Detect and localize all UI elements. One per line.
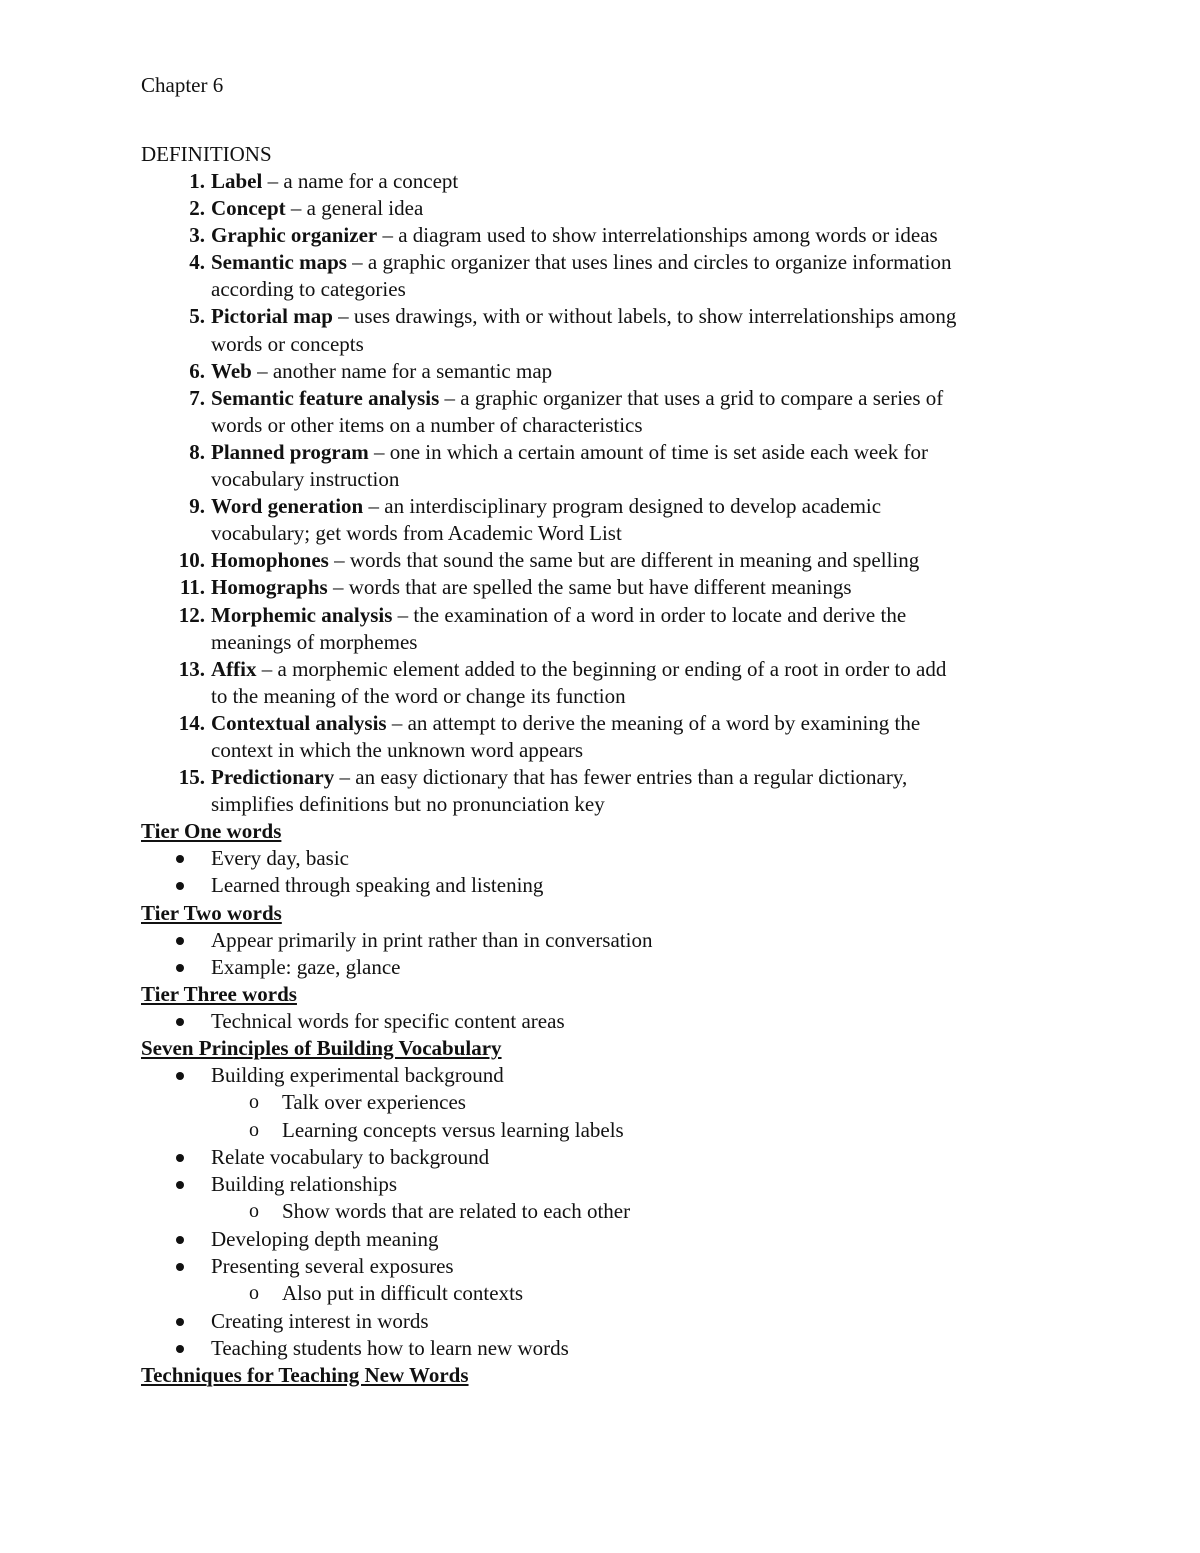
definition-line [211, 276, 1101, 303]
definition-item [141, 249, 1101, 303]
definition-term: Concept [211, 196, 286, 221]
sub-bullet-circle-icon: o [249, 1282, 259, 1305]
definition-text: vocabulary instruction [211, 467, 400, 492]
definition-number: 5. [189, 304, 205, 329]
definition-number: 6. [189, 358, 205, 383]
bullet-text: Building relationships [211, 1172, 398, 1197]
bullet-item [141, 1253, 1101, 1308]
definition-separator: – [328, 548, 350, 573]
chapter-title: Chapter 6 [141, 73, 224, 97]
bullet-dot-icon [176, 1345, 184, 1353]
definition-line [211, 331, 1101, 358]
definition-number: 3. [189, 223, 205, 248]
bullet-item [141, 1144, 1101, 1171]
definition-item [141, 547, 1101, 574]
definition-line [211, 791, 1101, 818]
definition-line [211, 249, 1101, 276]
definitions-heading: DEFINITIONS [141, 142, 272, 166]
bullet-dot-icon [176, 1018, 184, 1026]
definition-term: Homographs [211, 575, 328, 600]
definition-separator: – [256, 656, 278, 681]
bullet-dot-icon [176, 1318, 184, 1326]
definition-item [141, 303, 1101, 357]
section-heading: Tier Two words [141, 900, 282, 925]
definition-term: Semantic feature analysis [211, 385, 440, 410]
definition-item [141, 385, 1101, 439]
bullet-dot-icon [176, 1072, 184, 1080]
definition-number: 7. [189, 385, 205, 410]
bullet-text: Every day, basic [211, 846, 349, 871]
definition-number: 14. [178, 710, 205, 735]
definitions-list [141, 168, 1101, 818]
section-heading: Tier One words [141, 819, 282, 844]
definition-separator: – [377, 223, 399, 248]
definition-text: a name for a concept [283, 169, 459, 193]
definition-term: Pictorial map [211, 304, 333, 329]
bullet-list [141, 1008, 1101, 1035]
definition-separator: – [392, 602, 414, 627]
definition-text: meanings of morphemes [211, 629, 418, 654]
definition-text: words or other items on a number of characteristics [211, 412, 643, 437]
definition-term: Morphemic analysis [211, 602, 393, 627]
definition-term: Semantic maps [211, 250, 347, 275]
definition-line [211, 466, 1101, 493]
bullet-dot-icon [176, 855, 184, 863]
sub-bullet-item [141, 1117, 1101, 1145]
definition-separator: – [262, 169, 284, 193]
bullet-text: Technical words for specific content areas [211, 1008, 565, 1033]
sub-bullet-list [211, 1089, 1101, 1144]
definition-text: an interdisciplinary program designed to develop academic [384, 494, 882, 519]
sub-bullet-text: Talk over experiences [282, 1090, 466, 1115]
definition-line [211, 547, 1101, 574]
bullet-item [141, 845, 1101, 872]
definition-line [211, 764, 1101, 791]
definition-separator: – [251, 358, 273, 383]
bullet-list [141, 927, 1101, 981]
definition-line [211, 710, 1101, 737]
definition-text: words or concepts [211, 331, 364, 356]
definition-separator: – [386, 710, 408, 735]
definition-text: context in which the unknown word appears [211, 737, 584, 762]
bullet-item [141, 1008, 1101, 1035]
bullet-dot-icon [176, 1181, 184, 1189]
definition-text: vocabulary; get words from Academic Word List [211, 521, 622, 546]
section-heading: Tier Three words [141, 981, 297, 1006]
definition-item [141, 439, 1101, 493]
definition-text: another name for a semantic map [272, 358, 553, 383]
bullet-item [141, 1226, 1101, 1253]
definition-text: a diagram used to show interrelationships among words or ideas [398, 223, 938, 248]
definition-item [141, 195, 1101, 222]
definition-line [211, 574, 1101, 601]
definition-number: 11. [179, 575, 205, 600]
definition-line [211, 602, 1101, 629]
definition-term: Label [211, 169, 263, 193]
definition-number: 1. [189, 169, 205, 193]
definition-number: 9. [189, 494, 205, 519]
definition-number: 15. [178, 765, 205, 790]
bullet-list [141, 845, 1101, 899]
section-heading: Seven Principles of Building Vocabulary [141, 1036, 502, 1060]
definition-line [211, 493, 1101, 520]
definition-text: simplifies definitions but no pronunciation key [211, 792, 605, 817]
bullet-text: Building experimental background [211, 1063, 504, 1088]
definition-text: according to categories [211, 277, 406, 302]
bullet-item [141, 954, 1101, 981]
bullet-item [141, 1062, 1101, 1144]
definition-line [211, 385, 1101, 412]
definition-text: words that are spelled the same but have different meanings [348, 575, 852, 600]
bullet-dot-icon [176, 937, 184, 945]
sub-bullet-text: Show words that are related to each other [282, 1199, 631, 1224]
definition-number: 8. [189, 439, 205, 464]
bullet-text: Creating interest in words [211, 1308, 429, 1333]
definition-term: Web [211, 358, 252, 383]
document-page [141, 72, 1101, 1389]
definition-separator: – [368, 439, 390, 464]
definition-text: a graphic organizer that uses lines and circles to organize information [367, 250, 952, 275]
definition-line [211, 195, 1101, 222]
definition-text: one in which a certain amount of time is set aside each week for [389, 439, 928, 464]
definition-line [211, 412, 1101, 439]
bullet-text: Appear primarily in print rather than in conversation [211, 927, 653, 952]
definition-item [141, 656, 1101, 710]
bullet-text: Teaching students how to learn new words [211, 1335, 569, 1360]
bullet-item [141, 1171, 1101, 1226]
definition-separator: – [285, 196, 307, 221]
definition-separator: – [327, 575, 349, 600]
definition-text: to the meaning of the word or change its function [211, 683, 626, 708]
sub-bullet-text: Also put in difficult contexts [282, 1281, 524, 1306]
definition-item [141, 574, 1101, 601]
bullet-text: Example: gaze, glance [211, 954, 401, 979]
section-heading: Techniques for Teaching New Words [141, 1362, 469, 1387]
definition-item [141, 168, 1101, 195]
definition-line [211, 439, 1101, 466]
bullet-dot-icon [176, 1154, 184, 1162]
definition-text: an attempt to derive the meaning of a word by examining the [407, 710, 921, 735]
definition-term: Word generation [211, 494, 364, 519]
definition-item [141, 710, 1101, 764]
bullet-dot-icon [176, 882, 184, 890]
definition-term: Predictionary [211, 765, 335, 790]
bullet-item [141, 1308, 1101, 1335]
definition-line [211, 656, 1101, 683]
definition-number: 10. [178, 548, 205, 573]
sub-bullet-circle-icon: o [249, 1200, 259, 1223]
definition-item [141, 493, 1101, 547]
definition-item [141, 358, 1101, 385]
definition-item [141, 222, 1101, 249]
sections-container [141, 818, 1101, 1389]
definition-term: Contextual analysis [211, 710, 387, 735]
bullet-text: Learned through speaking and listening [211, 873, 544, 898]
definition-text: an easy dictionary that has fewer entries than a regular dictionary, [355, 765, 908, 790]
bullet-dot-icon [176, 1236, 184, 1244]
definition-text: a general idea [306, 196, 424, 221]
bullet-item [141, 872, 1101, 899]
definition-line [211, 520, 1101, 547]
definition-text: uses drawings, with or without labels, to show interrelationships among [353, 304, 957, 329]
definition-number: 2. [189, 196, 205, 221]
definition-term: Graphic organizer [211, 223, 378, 248]
definition-number: 4. [189, 250, 205, 275]
definition-line [211, 629, 1101, 656]
sub-bullet-list [211, 1280, 1101, 1308]
definition-term: Planned program [211, 439, 369, 464]
sub-bullet-item [141, 1280, 1101, 1308]
bullet-text: Presenting several exposures [211, 1253, 454, 1278]
definition-term: Affix [211, 656, 257, 681]
sub-bullet-list [211, 1198, 1101, 1226]
definition-separator: – [363, 494, 385, 519]
definition-line [211, 683, 1101, 710]
definition-line [211, 737, 1101, 764]
bullet-text: Developing depth meaning [211, 1226, 439, 1251]
definition-number: 13. [178, 656, 205, 681]
sub-bullet-circle-icon: o [249, 1091, 259, 1114]
definition-text: a morphemic element added to the beginning or ending of a root in order to add [277, 656, 947, 681]
definition-separator: – [334, 765, 356, 790]
definition-text: the examination of a word in order to locate and derive the [413, 602, 907, 627]
sub-bullet-text: Learning concepts versus learning labels [282, 1117, 624, 1142]
bullet-dot-icon [176, 964, 184, 972]
bullet-list [141, 1062, 1101, 1362]
definition-line [211, 358, 1101, 385]
definition-separator: – [439, 385, 461, 410]
definition-text: words that sound the same but are different in meaning and spelling [349, 548, 920, 573]
definition-separator: – [332, 304, 354, 329]
definition-separator: – [346, 250, 368, 275]
definition-item [141, 602, 1101, 656]
definition-line [211, 222, 1101, 249]
bullet-dot-icon [176, 1263, 184, 1271]
sub-bullet-circle-icon: o [249, 1118, 259, 1141]
definition-text: a graphic organizer that uses a grid to compare a series of [460, 385, 944, 410]
definition-item [141, 764, 1101, 818]
bullet-item [141, 1335, 1101, 1362]
sub-bullet-item [141, 1198, 1101, 1226]
definition-line [211, 303, 1101, 330]
definition-line [211, 168, 1101, 195]
sub-bullet-item [141, 1089, 1101, 1117]
definition-number: 12. [178, 602, 205, 627]
bullet-item [141, 927, 1101, 954]
definition-term: Homophones [211, 548, 329, 573]
bullet-text: Relate vocabulary to background [211, 1145, 490, 1170]
